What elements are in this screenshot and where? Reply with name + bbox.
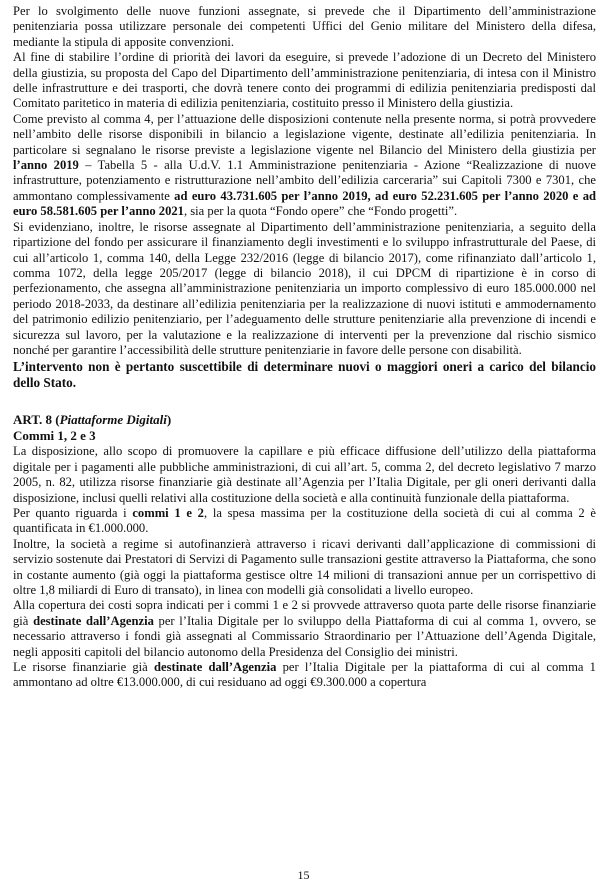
text-segment: , la spesa massima per la costituzione della società di cui al comma 2 è quantificata in €1.000.000. (13, 505, 596, 536)
paragraph-decreto-priorita: Al fine di stabilire l’ordine di priorità dei lavori da eseguire, si prevede l’adozione di un Decreto del Ministero della giustizia, su proposta del Capo del Dipartimento dell’amministrazione penitenziaria, di intesa con il Ministro delle infrastrutture e dei trasporti, che dovrà tenere conto dei programmi di edilizia penitenziaria predisposti dal Comitato paritetico in materia di edilizia penitenziaria, costituito presso il Ministero della giustizia. (13, 50, 596, 111)
bold-segment: commi 1 e 2 (132, 505, 204, 520)
article-prefix: ART. 8 ( (13, 412, 60, 428)
text-segment: , sia per la quota “Fondo opere” che “Fondo progetti”. (183, 204, 458, 219)
bold-segment: l’anno 2019 (13, 158, 79, 173)
paragraph-genio-militare: Per lo svolgimento delle nuove funzioni assegnate, si prevede che il Dipartimento dell’amministrazione penitenziaria possa utilizzare personale dei competenti Uffici del Genio militare del Ministero della difesa, mediante la stipula di apposite convenzioni. (13, 4, 596, 49)
paragraph-spesa-massima (13, 506, 596, 537)
text-segment: Le risorse finanziarie già (13, 660, 155, 675)
paragraph-autofinanziamento: Inoltre, la società a regime si autofinanzierà attraverso i ricavi derivanti dall’applicazione di commissioni di servizio sostenute dai Prestatori di Servizi di Pagamento sulle transazioni gestite attraverso la Piattaforma, che sono in costante aumento (già oggi la piattaforma gestisce oltre 14 milioni di transazioni annue per un corrispettivo di oltre 1,8 miliardi di Euro di transato), in linea con modelli già consolidati a livello europeo. (13, 536, 596, 597)
paragraph-risorse-agenzia (13, 660, 596, 691)
paragraph-risorse-bilancio (13, 112, 596, 220)
paragraph-fondo-investimenti: Si evidenziano, inoltre, le risorse assegnate al Dipartimento dell’amministrazione penitenziaria, a seguito della ripartizione del fondo per assicurare il finanziamento degli investimenti e lo sviluppo infrastrutturale del Paese, di cui all’articolo 1, comma 140, della Legge 232/2016 (legge di bilancio 2017), come rifinanziato dall’articolo 1, comma 1072, della legge 205/2017 (legge di bilancio 2018), il cui DPCM di ripartizione è in corso di perfezionamento, che assegna all’amministrazione penitenziaria un importo complessivo di euro 185.000.000 nel periodo 2018-2033, da destinare all’edilizia penitenziaria per la realizzazione di nuovi istituti e ammodernamento del patrimonio edilizio penitenziario, per l’adeguamento delle strutture penitenziarie alla prevenzione di incendi e sicurezza sul lavoro, per la valutazione e la realizzazione di interventi per la prevenzione dal rischio sismico nonché per garantire l’accessibilità delle strutture penitenziarie in favore delle persone con disabilità. (13, 219, 596, 357)
text-segment: per l’Italia Digitale per lo sviluppo della Piattaforma di cui al comma 1, ovvero, se necessario attraverso i fondi già assegnati al Commissario Straordinario per l’Attuazione dell’Agenda Digitale, negli appositi capitoli del bilancio autonomo della Presidenza del Consiglio dei ministri. (13, 613, 596, 659)
article-suffix: ) (166, 412, 172, 428)
text-segment: Alla copertura dei costi sopra indicati per i commi 1 e 2 si provvede attraverso quota parte delle risorse finanziarie già (13, 598, 596, 628)
bold-segment: ad euro 43.731.605 per l’anno 2019, ad euro 52.231.605 per l’anno 2020 e ad euro 58.581.605 per l’anno 2021 (13, 188, 596, 219)
page-number: 15 (297, 868, 310, 882)
section-spacer (13, 391, 596, 412)
text-segment: Come previsto al comma 4, per l’attuazione delle disposizioni contenute nella presente norma, si potrà provvedere nell’ambito delle risorse disponibili in bilancio a legislazione vigente, destinate all’edilizia penitenziaria. In particolare si segnalano le risorse previste a legislazione vigente nel Bilancio del Ministero della giustizia per (13, 111, 596, 157)
text-segment: Per quanto riguarda i (13, 505, 133, 520)
text-segment: per l’Italia Digitale per la piattaforma di cui al comma 1 ammontano ad oltre €13.000.000, di cui residuano ad oggi €9.300.000 a copertura (13, 660, 596, 690)
paragraph-disposizione: La disposizione, allo scopo di promuovere la capillare e più efficace diffusione dell’utilizzo della piattaforma digitale per i pagamenti alle pubbliche amministrazioni, di cui all’art. 5, comma 2, del decreto legislativo 7 marzo 2005, n. 82, utilizza risorse finanziarie già destinate all’Agenzia per l’Italia Digitale, per gli oneri derivanti dalla disposizione, inclusi quelli relativi alla costituzione della società e alla continuità funzionale della piattaforma. (13, 444, 596, 505)
article-heading (13, 412, 596, 428)
paragraph-conclusione: L’intervento non è pertanto suscettibile di determinare nuovi o maggiori oneri a carico del bilancio dello Stato. (13, 359, 596, 391)
article-subheading: Commi 1, 2 e 3 (13, 428, 96, 444)
paragraph-copertura-costi (13, 598, 596, 660)
bold-segment: destinate dall’Agenzia (33, 613, 154, 628)
text-segment: – Tabella 5 - alla U.d.V. 1.1 Amministrazione penitenziaria - Azione “Realizzazione di nuove infrastrutture, potenziamento e ristrutturazione nell’ambito dell’edilizia carceraria” sui Capitoli 7300 e 7301, che ammontano complessivamente (13, 158, 596, 203)
document-body (13, 4, 596, 691)
bold-segment: destinate dall’Agenzia (154, 660, 277, 675)
article-title: Piattaforme Digitali (59, 412, 167, 428)
